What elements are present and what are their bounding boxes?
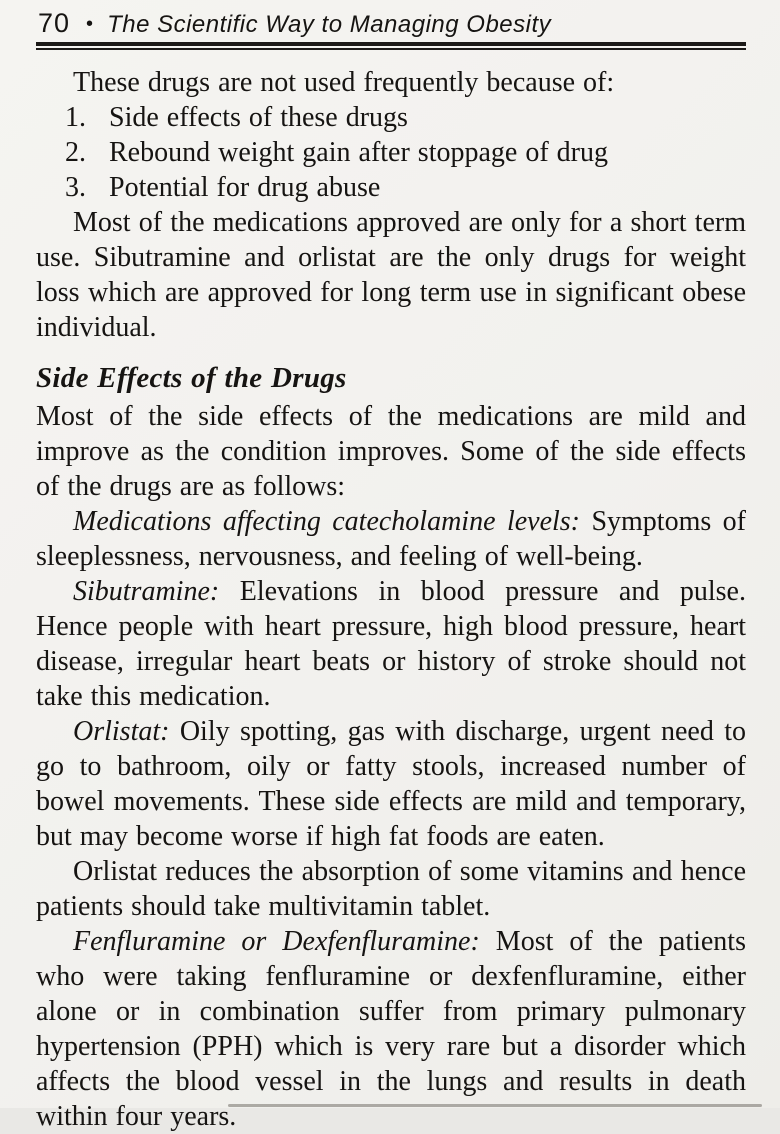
- list-item-text: Rebound weight gain after stoppage of drug: [109, 137, 608, 168]
- bullet-separator: •: [86, 13, 94, 35]
- section-heading-side-effects: Side Effects of the Drugs: [36, 362, 347, 394]
- paragraph-lead-catecholamine: Medications affecting catecholamine levels:: [73, 506, 581, 537]
- list-item-number: 3.: [65, 172, 86, 203]
- paragraph-sibutramine: [36, 574, 746, 714]
- intro-paragraph: These drugs are not used frequently because of:: [73, 67, 615, 98]
- paragraph-fenfluramine: [36, 924, 746, 1134]
- scan-artifact-smudge: [228, 1104, 762, 1107]
- paragraph-side-effects-intro: Most of the side effects of the medications are mild and improve as the condition improves. Some of the side effects of the drugs are as follows:: [36, 401, 746, 502]
- paragraph-catecholamine: [36, 504, 746, 574]
- paragraph-orlistat: [36, 714, 746, 854]
- paragraph-lead-fenfluramine: Fenfluramine or Dexfenfluramine:: [73, 926, 480, 957]
- paragraph-text-orlistat: Oily spotting, gas with discharge, urgent need to go to bathroom, oily or fatty stools, increased number of bowel movements. These side effects are mild and temporary, but may become worse if high fat foods are eaten.: [36, 716, 746, 852]
- paragraph-lead-orlistat: Orlistat:: [73, 716, 170, 747]
- list-item-text: Side effects of these drugs: [109, 102, 408, 133]
- list-item: [65, 100, 746, 135]
- page-body: [36, 65, 746, 1134]
- paragraph-text-catecholamine: Symptoms of sleeplessness, nervousness, and feeling of well-being.: [36, 506, 747, 572]
- paragraph-orlistat-vitamins: Orlistat reduces the absorption of some vitamins and hence patients should take multivitamin tablet.: [36, 856, 746, 922]
- paragraph-text-sibutramine: Elevations in blood pressure and pulse. Hence people with heart pressure, high blood pressure, heart disease, irregular heart beats or history of stroke should not take this medication.: [36, 576, 746, 712]
- list-item: [65, 135, 746, 170]
- header-double-rule: [36, 42, 746, 50]
- page-number: 70: [38, 8, 71, 38]
- paragraph-lead-sibutramine: Sibutramine:: [73, 576, 220, 607]
- list-item-text: Potential for drug abuse: [109, 172, 381, 203]
- list-item-number: 1.: [65, 102, 86, 133]
- reasons-list: [65, 100, 746, 205]
- paragraph-short-term-use: Most of the medications approved are only for a short term use. Sibutramine and orlistat are the only drugs for weight loss which are approved for long term use in significant obese individual.: [36, 207, 746, 343]
- paragraph-text-fenfluramine: Most of the patients who were taking fenfluramine or dexfenfluramine, either alone or in combination suffer from primary pulmonary hypertension (PPH) which is very rare but a disorder which affects the blood vessel in the lungs and results in death within four years.: [36, 926, 746, 1132]
- list-item-number: 2.: [65, 137, 86, 168]
- running-title: The Scientific Way to Managing Obesity: [107, 11, 552, 38]
- running-header: [36, 8, 746, 39]
- list-item: [65, 170, 746, 205]
